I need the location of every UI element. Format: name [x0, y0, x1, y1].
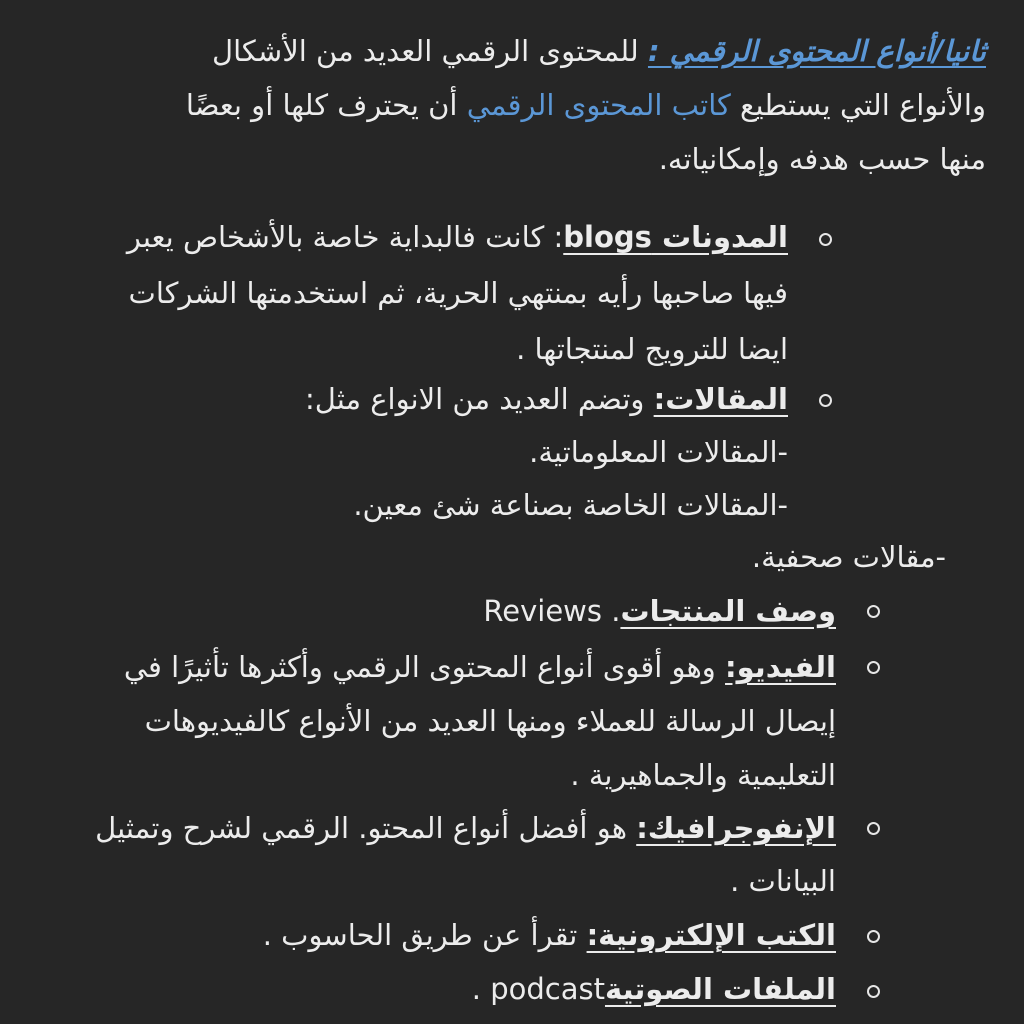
- item-term: وصف المنتجات: [620, 594, 836, 628]
- bullet-icon: [819, 394, 832, 407]
- item-line: Reviews .: [474, 594, 621, 628]
- intro-line-2: [26, 78, 986, 132]
- bullet-icon: [819, 233, 832, 246]
- bullet-icon: [867, 661, 880, 674]
- intro-line-2-end: أن يحترف كلها أو بعضًا: [185, 88, 467, 122]
- intro-line-1: [26, 24, 986, 78]
- list-item-video-line-2: إيصال الرسالة للعملاء ومنها العديد من الأنواع كالفيديوهات: [144, 704, 836, 738]
- list-item-blogs-line-3: ايضا للترويج لمنتجاتها .: [516, 332, 788, 366]
- item-term: المدونات blogs: [563, 220, 788, 254]
- item-line: . podcast: [462, 972, 605, 1006]
- intro-line-2-start: والأنواع التي يستطيع: [730, 88, 986, 122]
- list-item-reviews: [474, 584, 836, 638]
- item-term: الإنفوجرافيك:: [636, 811, 836, 845]
- item-line: وهو أقوى أنواع المحتوى الرقمي وأكثرها تأثيرًا في: [123, 650, 726, 684]
- intro-line-3: منها حسب هدفه وإمكانياته.: [658, 142, 986, 176]
- intro-line-1-text: للمحتوى الرقمي العديد من الأشكال: [212, 34, 648, 68]
- section-heading: ثانيا/أنواع المحتوى الرقمي :: [647, 34, 986, 68]
- list-item-audio: [463, 962, 836, 1016]
- list-item-articles-sub-1: -المقالات المعلوماتية.: [529, 435, 788, 469]
- list-item-blogs-line-2: فيها صاحبها رأيه بمنتهي الحرية، ثم استخدمتها الشركات: [128, 276, 788, 310]
- item-line: : كانت فالبداية خاصة بالأشخاص يعبر: [126, 220, 564, 254]
- bullet-icon: [867, 930, 880, 943]
- item-line: هو أفضل أنواع المحتو. الرقمي لشرح وتمثيل: [95, 811, 637, 845]
- item-term: الفيديو:: [725, 650, 836, 684]
- list-item-articles-sub-3: -مقالات صحفية.: [751, 540, 946, 574]
- intro-paragraph: [26, 24, 986, 186]
- list-item-ebooks: [263, 908, 836, 962]
- list-item-infographic-line-2: البيانات .: [730, 864, 836, 898]
- list-item-video-line-3: التعليمية والجماهيرية .: [570, 758, 836, 792]
- item-term: الملفات الصوتية: [604, 972, 836, 1006]
- list-item-articles-sub-2: -المقالات الخاصة بصناعة شئ معين.: [353, 488, 788, 522]
- highlight-content-writer: كاتب المحتوى الرقمي: [466, 88, 731, 122]
- item-line: وتضم العديد من الانواع مثل:: [304, 382, 654, 416]
- list-item-video: [124, 640, 836, 694]
- list-item-blogs: [127, 210, 788, 264]
- list-item-infographic: [95, 801, 836, 855]
- bullet-icon: [867, 605, 880, 618]
- item-term: المقالات:: [653, 382, 788, 416]
- bullet-icon: [867, 822, 880, 835]
- item-line: تقرأ عن طريق الحاسوب .: [262, 918, 587, 952]
- list-item-articles: [305, 372, 788, 426]
- item-term: الكتب الإلكترونية:: [586, 918, 836, 952]
- bullet-icon: [867, 985, 880, 998]
